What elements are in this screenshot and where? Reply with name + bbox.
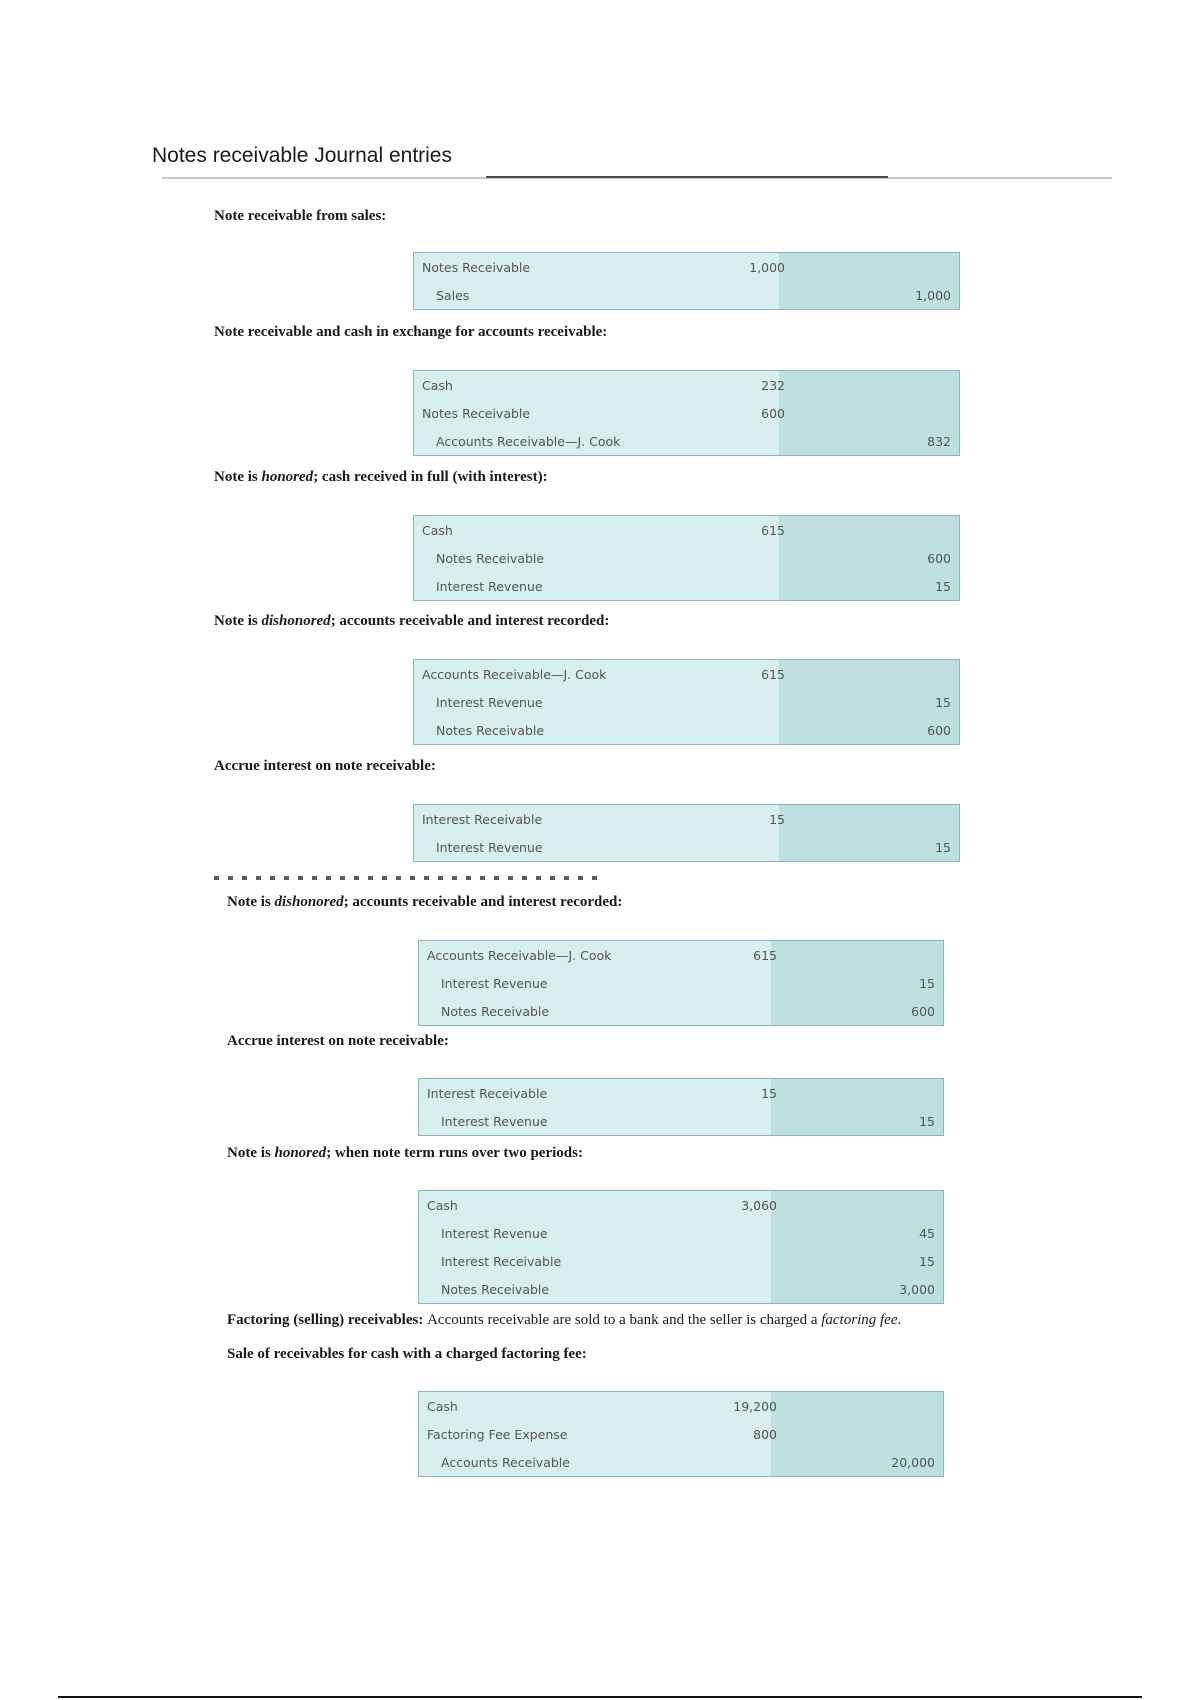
journal-row xyxy=(414,371,959,399)
journal-row xyxy=(414,716,959,744)
section-heading xyxy=(214,324,607,341)
journal-row xyxy=(419,1079,943,1107)
journal-row xyxy=(414,253,959,281)
journal-row xyxy=(419,1219,943,1247)
heading-text: ; accounts receivable and interest recorded: xyxy=(330,613,610,629)
section-heading xyxy=(214,613,609,630)
section-heading xyxy=(227,894,622,911)
journal-entry-table xyxy=(413,370,960,456)
debit-amount: 600 xyxy=(761,406,785,421)
section-heading xyxy=(214,758,436,775)
credit-amount: 15 xyxy=(935,695,951,710)
heading-text: . xyxy=(897,1312,902,1328)
credit-amount: 15 xyxy=(935,840,951,855)
account-name: Cash xyxy=(427,1399,458,1414)
journal-row xyxy=(419,941,943,969)
heading-text: Note is xyxy=(214,613,262,629)
debit-amount: 15 xyxy=(769,812,785,827)
debit-amount: 3,060 xyxy=(741,1198,777,1213)
journal-row xyxy=(414,516,959,544)
journal-row xyxy=(419,1448,943,1476)
journal-row xyxy=(419,1107,943,1135)
account-name: Interest Receivable xyxy=(427,1086,548,1101)
credit-amount: 20,000 xyxy=(891,1455,935,1470)
heading-text: Note receivable from sales: xyxy=(214,208,387,224)
heading-text: Accounts receivable are sold to a bank and the seller is charged a xyxy=(427,1312,822,1328)
journal-row xyxy=(414,281,959,309)
debit-amount: 1,000 xyxy=(749,260,785,275)
credit-amount: 15 xyxy=(919,976,935,991)
heading-text: Factoring (selling) receivables: xyxy=(227,1312,428,1328)
account-name: Notes Receivable xyxy=(422,260,531,275)
account-name: Accounts Receivable—J. Cook xyxy=(436,434,621,449)
heading-text: Sale of receivables for cash with a charged factoring fee: xyxy=(227,1346,587,1362)
journal-row xyxy=(414,688,959,716)
journal-entry-table xyxy=(413,515,960,601)
section-heading xyxy=(227,1033,449,1050)
credit-amount: 45 xyxy=(919,1226,935,1241)
credit-amount: 1,000 xyxy=(915,288,951,303)
journal-row xyxy=(414,427,959,455)
title-divider-accent xyxy=(486,176,888,178)
journal-row xyxy=(419,969,943,997)
credit-amount: 832 xyxy=(927,434,951,449)
heading-text: Accrue interest on note receivable: xyxy=(227,1033,449,1049)
account-name: Interest Revenue xyxy=(441,1114,548,1129)
journal-row xyxy=(419,1247,943,1275)
account-name: Interest Receivable xyxy=(441,1254,562,1269)
credit-amount: 15 xyxy=(919,1114,935,1129)
heading-text: honored xyxy=(261,469,314,485)
account-name: Interest Revenue xyxy=(436,579,543,594)
journal-entry-table xyxy=(413,804,960,862)
page-title: Notes receivable Journal entries xyxy=(152,144,452,167)
account-name: Sales xyxy=(436,288,470,303)
account-name: Cash xyxy=(422,523,453,538)
section-heading xyxy=(227,1346,587,1363)
heading-text: honored xyxy=(274,1145,327,1161)
heading-text: Note is xyxy=(227,894,275,910)
account-name: Notes Receivable xyxy=(436,551,545,566)
section-heading xyxy=(214,208,386,225)
account-name: Accounts Receivable xyxy=(441,1455,570,1470)
heading-text: Note receivable and cash in exchange for accounts receivable: xyxy=(214,324,608,340)
journal-entry-table xyxy=(418,1190,944,1304)
section-heading xyxy=(214,469,548,486)
heading-text: Note is xyxy=(214,469,262,485)
journal-entry-table xyxy=(418,1078,944,1136)
journal-row xyxy=(419,1191,943,1219)
account-name: Notes Receivable xyxy=(436,723,545,738)
account-name: Cash xyxy=(422,378,453,393)
journal-row xyxy=(419,1420,943,1448)
debit-amount: 800 xyxy=(753,1427,777,1442)
account-name: Notes Receivable xyxy=(422,406,531,421)
heading-text: ; when note term runs over two periods: xyxy=(326,1145,583,1161)
heading-text: dishonored xyxy=(274,894,344,910)
account-name: Interest Revenue xyxy=(436,695,543,710)
journal-entry-table xyxy=(413,252,960,310)
section-heading xyxy=(227,1145,583,1162)
heading-text: dishonored xyxy=(261,613,331,629)
credit-amount: 15 xyxy=(919,1254,935,1269)
journal-entry-table xyxy=(413,659,960,745)
journal-row xyxy=(414,399,959,427)
account-name: Interest Revenue xyxy=(441,1226,548,1241)
journal-row xyxy=(419,997,943,1025)
debit-amount: 15 xyxy=(761,1086,777,1101)
account-name: Accounts Receivable—J. Cook xyxy=(422,667,607,682)
account-name: Interest Revenue xyxy=(436,840,543,855)
page-bottom-rule xyxy=(58,1696,1142,1698)
heading-text: factoring fee xyxy=(821,1312,898,1328)
account-name: Interest Revenue xyxy=(441,976,548,991)
heading-text: ; cash received in full (with interest): xyxy=(313,469,548,485)
debit-amount: 615 xyxy=(761,667,785,682)
credit-amount: 600 xyxy=(911,1004,935,1019)
journal-row xyxy=(414,544,959,572)
journal-row xyxy=(414,833,959,861)
account-name: Interest Receivable xyxy=(422,812,543,827)
heading-text: Accrue interest on note receivable: xyxy=(214,758,436,774)
journal-row xyxy=(414,572,959,600)
account-name: Factoring Fee Expense xyxy=(427,1427,568,1442)
credit-amount: 600 xyxy=(927,723,951,738)
heading-text: ; accounts receivable and interest recorded: xyxy=(343,894,623,910)
debit-amount: 232 xyxy=(761,378,785,393)
section-heading xyxy=(227,1312,901,1329)
credit-amount: 3,000 xyxy=(899,1282,935,1297)
debit-amount: 615 xyxy=(761,523,785,538)
account-name: Notes Receivable xyxy=(441,1004,550,1019)
account-name: Cash xyxy=(427,1198,458,1213)
journal-entry-table xyxy=(418,940,944,1026)
journal-entry-table xyxy=(418,1391,944,1477)
credit-amount: 15 xyxy=(935,579,951,594)
account-name: Notes Receivable xyxy=(441,1282,550,1297)
journal-row xyxy=(419,1392,943,1420)
account-name: Accounts Receivable—J. Cook xyxy=(427,948,612,963)
debit-amount: 19,200 xyxy=(733,1399,777,1414)
debit-amount: 615 xyxy=(753,948,777,963)
journal-row xyxy=(414,660,959,688)
credit-amount: 600 xyxy=(927,551,951,566)
heading-text: Note is xyxy=(227,1145,275,1161)
journal-row xyxy=(419,1275,943,1303)
cropped-text-fragment xyxy=(214,876,604,880)
journal-row xyxy=(414,805,959,833)
